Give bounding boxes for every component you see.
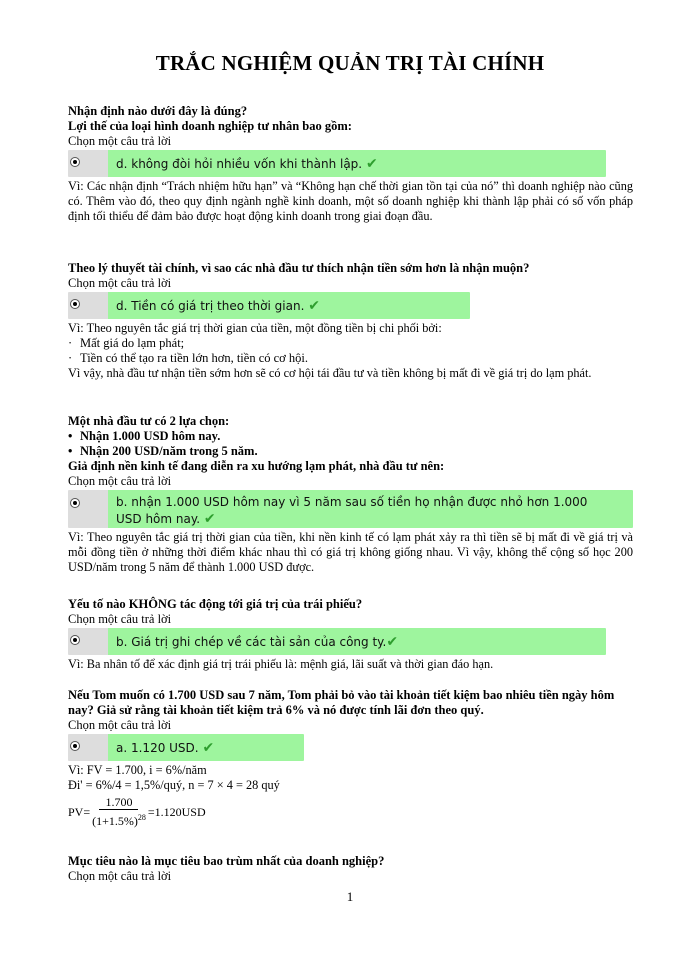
check-icon: ✔ <box>202 740 215 756</box>
formula-numerator: 1.700 <box>99 795 138 810</box>
answer-text: d. Tiền có giá trị theo thời gian. <box>116 299 305 313</box>
question-1 <box>68 104 633 224</box>
formula-fraction <box>92 795 146 829</box>
formula-denominator: (1+1.5%) <box>92 814 138 828</box>
question-5 <box>68 688 633 829</box>
formula-result: =1.120USD <box>147 804 206 819</box>
calc-line: Đi' = 6%/4 = 1,5%/quý, n = 7 × 4 = 28 quý <box>68 778 280 792</box>
question-4-line-1: Yếu tố nào KHÔNG tác động tới giá trị của trái phiếu? <box>68 597 363 611</box>
page-number: 1 <box>346 889 354 904</box>
check-icon: ✔ <box>203 511 216 527</box>
explanation-bullet: · Tiền có thể tạo ra tiền lớn hơn, tiền có cơ hội. <box>68 351 633 366</box>
explanation-end: Vì vậy, nhà đầu tư nhận tiền sớm hơn sẽ có cơ hội tái đầu tư và tiền không bị mất đi về giá trị do lạm phát. <box>68 366 592 380</box>
explanation: Vì: Ba nhân tố để xác định giá trị trái phiếu là: mệnh giá, lãi suất và thời gian đáo hạn. <box>68 657 494 671</box>
answer-option[interactable] <box>68 490 633 528</box>
pv-formula <box>68 795 633 829</box>
radio-selected[interactable] <box>70 498 80 508</box>
check-icon: ✔ <box>308 298 320 314</box>
question-6-line-1: Mục tiêu nào là mục tiêu bao trùm nhất của doanh nghiệp? <box>68 854 385 868</box>
answer-text: b. nhận 1.000 USD hôm nay vì 5 năm sau số tiền họ nhận được nhỏ hơn 1.000 USD hôm nay. <box>116 495 588 526</box>
radio-selected[interactable] <box>70 741 80 751</box>
explanation-bullet: · Mất giá do lạm phát; <box>68 336 633 351</box>
answer-option[interactable] <box>68 292 470 319</box>
question-1-line-1: Nhận định nào dưới đây là đúng? <box>68 104 248 118</box>
question-3-line-2: Giả định nền kinh tế đang diễn ra xu hướng lạm phát, nhà đầu tư nên: <box>68 459 445 473</box>
formula-lhs: PV= <box>68 804 91 819</box>
choose-label: Chọn một câu trả lời <box>68 869 172 883</box>
formula-exponent: 28 <box>137 813 146 822</box>
answer-option[interactable] <box>68 628 606 655</box>
radio-selected[interactable] <box>70 635 80 645</box>
choose-label: Chọn một câu trả lời <box>68 612 172 626</box>
question-5-text: Nếu Tom muốn có 1.700 USD sau 7 năm, Tom phải bỏ vào tài khoản tiết kiệm bao nhiêu tiền ngày hôm nay? Giả sử rằng tài khoản tiết kiệm trả 6% và nó được tính lãi đơn theo quý. <box>68 688 615 717</box>
question-6 <box>68 854 633 884</box>
answer-text: b. Giá trị ghi chép về các tài sản của công ty. <box>116 635 387 649</box>
check-icon: ✔ <box>386 634 399 650</box>
answer-option[interactable] <box>68 150 606 177</box>
explanation-intro: Vì: Theo nguyên tắc giá trị thời gian của tiền, một đồng tiền bị chi phối bởi: <box>68 321 442 335</box>
answer-text: a. 1.120 USD. <box>116 741 199 755</box>
page-title: TRẮC NGHIỆM QUẢN TRỊ TÀI CHÍNH <box>155 51 545 75</box>
choose-label: Chọn một câu trả lời <box>68 134 172 148</box>
calc-line: Vì: FV = 1.700, i = 6%/năm <box>68 763 207 777</box>
radio-selected[interactable] <box>70 157 80 167</box>
explanation: Vì: Các nhận định “Trách nhiệm hữu hạn” và “Không hạn chế thời gian tồn tại của nó” thì doanh nghiệp nào cũng có. Thêm vào đó, theo quy định ngành nghề kinh doanh, một số doanh nghiệp khi thành lập phải có số vốn pháp định tối thiểu để đảm bảo được hoạt động kinh doanh trong giai đoạn đầu. <box>68 179 633 223</box>
question-3-line-1: Một nhà đầu tư có 2 lựa chọn: <box>68 414 230 428</box>
explanation: Vì: Theo nguyên tắc giá trị thời gian của tiền, khi nền kinh tế có lạm phát xảy ra thì tiền sẽ bị mất đi về giá trị và mỗi đồng tiền ở những thời điểm khác nhau thì có giá trị không giống nhau. Vì vậy, không thể cộng số học 200 USD/năm trong 5 năm để thành 1.000 USD được. <box>68 530 633 574</box>
choose-label: Chọn một câu trả lời <box>68 276 172 290</box>
check-icon: ✔ <box>365 156 378 172</box>
choose-label: Chọn một câu trả lời <box>68 474 172 488</box>
option-bullet: • Nhận 1.000 USD hôm nay. <box>68 429 633 444</box>
radio-selected[interactable] <box>70 299 80 309</box>
question-1-line-2: Lợi thế của loại hình doanh nghiệp tư nhân bao gồm: <box>68 119 352 133</box>
question-3 <box>68 414 633 575</box>
question-2 <box>68 261 633 381</box>
question-2-line-1: Theo lý thuyết tài chính, vì sao các nhà đầu tư thích nhận tiền sớm hơn là nhận muộn? <box>68 261 530 275</box>
question-4 <box>68 597 633 672</box>
option-bullet: • Nhận 200 USD/năm trong 5 năm. <box>68 444 633 459</box>
answer-option[interactable] <box>68 734 304 761</box>
answer-text: d. không đòi hỏi nhiều vốn khi thành lập. <box>116 157 363 171</box>
choose-label: Chọn một câu trả lời <box>68 718 172 732</box>
